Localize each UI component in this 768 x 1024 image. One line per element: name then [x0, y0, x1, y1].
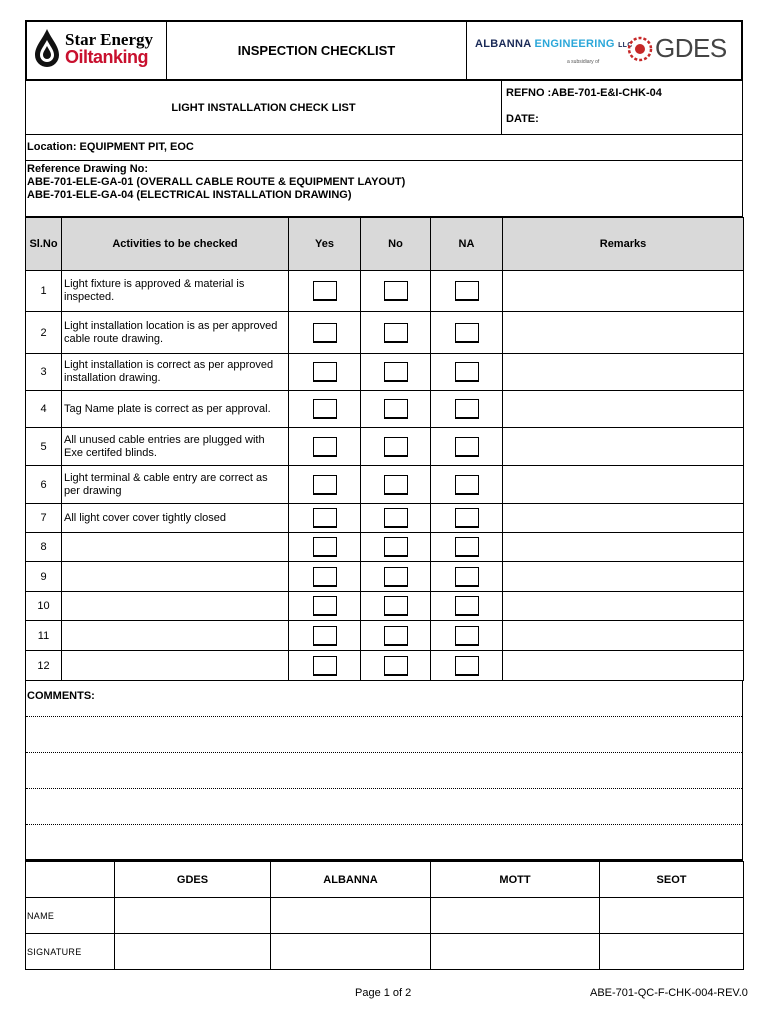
- no-cell: [361, 466, 431, 504]
- no-cell: [361, 592, 431, 621]
- signoff-name-row: [26, 898, 744, 934]
- logo-text-star-energy: Star Energy: [65, 30, 153, 49]
- remarks-cell[interactable]: [503, 391, 744, 428]
- albanna-text: ALBANNA: [475, 38, 532, 50]
- row-number: 1: [26, 271, 62, 312]
- na-checkbox[interactable]: [455, 626, 479, 646]
- remarks-cell[interactable]: [503, 354, 744, 391]
- na-cell: [431, 428, 503, 466]
- no-cell: [361, 562, 431, 592]
- na-cell: [431, 354, 503, 391]
- yes-cell: [289, 391, 361, 428]
- name-field[interactable]: [271, 898, 431, 934]
- remarks-cell[interactable]: [503, 592, 744, 621]
- star-energy-oiltanking-logo: [27, 22, 167, 79]
- header-sl-no: Sl.No: [26, 218, 62, 271]
- na-cell: [431, 271, 503, 312]
- no-checkbox[interactable]: [384, 399, 408, 419]
- signoff-table: [25, 861, 744, 970]
- yes-cell: [289, 533, 361, 562]
- remarks-cell[interactable]: [503, 271, 744, 312]
- comment-line[interactable]: [26, 753, 742, 789]
- yes-cell: [289, 312, 361, 354]
- na-checkbox[interactable]: [455, 399, 479, 419]
- signoff-col-mott: MOTT: [431, 862, 600, 898]
- name-field[interactable]: [600, 898, 744, 934]
- na-cell: [431, 312, 503, 354]
- reference-drawings: [25, 161, 743, 217]
- activity-text: [62, 533, 289, 562]
- comments-label: COMMENTS:: [26, 681, 742, 717]
- gdes-emblem-icon: [627, 36, 653, 62]
- location: Location: EQUIPMENT PIT, EOC: [25, 135, 743, 161]
- document-title: INSPECTION CHECKLIST: [167, 22, 467, 79]
- signoff-col-gdes: GDES: [115, 862, 271, 898]
- signature-field[interactable]: [600, 934, 744, 970]
- table-row: [26, 533, 744, 562]
- activity-text: [62, 621, 289, 651]
- na-checkbox[interactable]: [455, 281, 479, 301]
- no-checkbox[interactable]: [384, 437, 408, 457]
- table-row: [26, 391, 744, 428]
- na-checkbox[interactable]: [455, 537, 479, 557]
- no-cell: [361, 354, 431, 391]
- activity-text: [62, 592, 289, 621]
- row-number: 2: [26, 312, 62, 354]
- na-cell: [431, 621, 503, 651]
- yes-checkbox[interactable]: [313, 399, 337, 419]
- yes-checkbox[interactable]: [313, 475, 337, 495]
- reference-number: REFNO :ABE-701-E&I-CHK-04: [506, 87, 662, 99]
- header-na: NA: [431, 218, 503, 271]
- yes-cell: [289, 592, 361, 621]
- oil-drop-icon: [33, 28, 61, 68]
- activity-text: All light cover cover tightly closed: [62, 504, 289, 533]
- no-checkbox[interactable]: [384, 567, 408, 587]
- na-cell: [431, 391, 503, 428]
- activity-text: Light installation is correct as per approved installation drawing.: [62, 354, 289, 391]
- no-checkbox[interactable]: [384, 323, 408, 343]
- albanna-engineering-logo: [475, 38, 633, 50]
- table-row: [26, 592, 744, 621]
- remarks-cell[interactable]: [503, 428, 744, 466]
- remarks-cell[interactable]: [503, 312, 744, 354]
- header-yes: Yes: [289, 218, 361, 271]
- na-checkbox[interactable]: [455, 437, 479, 457]
- reference-drawing-2: ABE-701-ELE-GA-04 (ELECTRICAL INSTALLATION DRAWING): [27, 189, 352, 201]
- activity-text: Light terminal & cable entry are correct as per drawing: [62, 466, 289, 504]
- na-checkbox[interactable]: [455, 362, 479, 382]
- table-row: [26, 271, 744, 312]
- signature-field[interactable]: [431, 934, 600, 970]
- llc-text: LLC: [618, 42, 633, 49]
- name-field[interactable]: [115, 898, 271, 934]
- signoff-signature-row: [26, 934, 744, 970]
- no-checkbox[interactable]: [384, 508, 408, 528]
- no-checkbox[interactable]: [384, 362, 408, 382]
- table-row: [26, 428, 744, 466]
- yes-cell: [289, 504, 361, 533]
- yes-checkbox[interactable]: [313, 596, 337, 616]
- signoff-col-seot: SEOT: [600, 862, 744, 898]
- remarks-cell[interactable]: [503, 562, 744, 592]
- yes-cell: [289, 466, 361, 504]
- row-number: 9: [26, 562, 62, 592]
- comment-line[interactable]: [26, 789, 742, 825]
- document-code: ABE-701-QC-F-CHK-004-REV.0: [590, 987, 748, 999]
- no-cell: [361, 391, 431, 428]
- no-checkbox[interactable]: [384, 281, 408, 301]
- yes-checkbox[interactable]: [313, 508, 337, 528]
- yes-cell: [289, 562, 361, 592]
- comment-line[interactable]: [26, 825, 742, 861]
- row-number: 12: [26, 651, 62, 681]
- yes-checkbox[interactable]: [313, 437, 337, 457]
- table-row: [26, 562, 744, 592]
- activity-text: All unused cable entries are plugged with Exe certifed blinds.: [62, 428, 289, 466]
- remarks-cell[interactable]: [503, 533, 744, 562]
- header-remarks: Remarks: [503, 218, 744, 271]
- checklist-sheet: [25, 20, 743, 970]
- yes-cell: [289, 271, 361, 312]
- no-checkbox[interactable]: [384, 537, 408, 557]
- signoff-header-row: [26, 862, 744, 898]
- no-cell: [361, 428, 431, 466]
- albanna-gdes-logos: [467, 22, 741, 79]
- yes-checkbox[interactable]: [313, 656, 337, 676]
- row-number: 11: [26, 621, 62, 651]
- subheader: [25, 81, 743, 135]
- no-cell: [361, 621, 431, 651]
- row-number: 10: [26, 592, 62, 621]
- yes-cell: [289, 354, 361, 391]
- signoff-row-label-signature: SIGNATURE: [26, 934, 115, 970]
- row-number: 6: [26, 466, 62, 504]
- table-row: [26, 504, 744, 533]
- table-row: [26, 466, 744, 504]
- signature-field[interactable]: [115, 934, 271, 970]
- table-row: [26, 312, 744, 354]
- signoff-corner: [26, 862, 115, 898]
- signoff-col-albanna: ALBANNA: [271, 862, 431, 898]
- yes-checkbox[interactable]: [313, 626, 337, 646]
- comment-line[interactable]: [26, 717, 742, 753]
- row-number: 5: [26, 428, 62, 466]
- reference-label: Reference Drawing No:: [27, 163, 149, 175]
- yes-checkbox[interactable]: [313, 362, 337, 382]
- no-checkbox[interactable]: [384, 596, 408, 616]
- row-number: 7: [26, 504, 62, 533]
- no-checkbox[interactable]: [384, 475, 408, 495]
- na-cell: [431, 592, 503, 621]
- logo-text-oiltanking: Oiltanking: [65, 47, 149, 67]
- date-field[interactable]: DATE:: [506, 113, 539, 125]
- yes-checkbox[interactable]: [313, 323, 337, 343]
- remarks-cell[interactable]: [503, 651, 744, 681]
- na-checkbox[interactable]: [455, 508, 479, 528]
- activity-text: [62, 651, 289, 681]
- yes-checkbox[interactable]: [313, 537, 337, 557]
- no-checkbox[interactable]: [384, 626, 408, 646]
- yes-checkbox[interactable]: [313, 281, 337, 301]
- no-checkbox[interactable]: [384, 656, 408, 676]
- signature-field[interactable]: [271, 934, 431, 970]
- row-number: 3: [26, 354, 62, 391]
- yes-checkbox[interactable]: [313, 567, 337, 587]
- na-checkbox[interactable]: [455, 656, 479, 676]
- table-row: [26, 354, 744, 391]
- row-number: 8: [26, 533, 62, 562]
- name-field[interactable]: [431, 898, 600, 934]
- yes-cell: [289, 651, 361, 681]
- na-checkbox[interactable]: [455, 475, 479, 495]
- row-number: 4: [26, 391, 62, 428]
- na-cell: [431, 562, 503, 592]
- page-number: Page 1 of 2: [355, 987, 412, 999]
- engineering-text: ENGINEERING: [534, 38, 615, 50]
- table-row: [26, 651, 744, 681]
- comments-section: [25, 681, 743, 861]
- na-cell: [431, 504, 503, 533]
- gdes-logo-text: GDES: [655, 33, 727, 63]
- remarks-cell[interactable]: [503, 504, 744, 533]
- na-checkbox[interactable]: [455, 596, 479, 616]
- na-cell: [431, 651, 503, 681]
- na-checkbox[interactable]: [455, 567, 479, 587]
- activity-text: Tag Name plate is correct as per approval.: [62, 391, 289, 428]
- checklist-title: LIGHT INSTALLATION CHECK LIST: [26, 81, 502, 134]
- header-activities: Activities to be checked: [62, 218, 289, 271]
- subsidiary-text: a subsidiary of: [567, 59, 600, 65]
- yes-cell: [289, 428, 361, 466]
- yes-cell: [289, 621, 361, 651]
- no-cell: [361, 533, 431, 562]
- no-cell: [361, 504, 431, 533]
- header-no: No: [361, 218, 431, 271]
- no-cell: [361, 271, 431, 312]
- checklist-table: [25, 217, 744, 681]
- header: [25, 20, 743, 81]
- table-header-row: [26, 218, 744, 271]
- signoff-row-label-name: NAME: [26, 898, 115, 934]
- remarks-cell[interactable]: [503, 621, 744, 651]
- activity-text: [62, 562, 289, 592]
- remarks-cell[interactable]: [503, 466, 744, 504]
- no-cell: [361, 651, 431, 681]
- activity-text: Light installation location is as per approved cable route drawing.: [62, 312, 289, 354]
- no-cell: [361, 312, 431, 354]
- table-row: [26, 621, 744, 651]
- activity-text: Light fixture is approved & material is inspected.: [62, 271, 289, 312]
- reference-drawing-1: ABE-701-ELE-GA-01 (OVERALL CABLE ROUTE & EQUIPMENT LAYOUT): [27, 176, 406, 188]
- na-cell: [431, 533, 503, 562]
- na-cell: [431, 466, 503, 504]
- na-checkbox[interactable]: [455, 323, 479, 343]
